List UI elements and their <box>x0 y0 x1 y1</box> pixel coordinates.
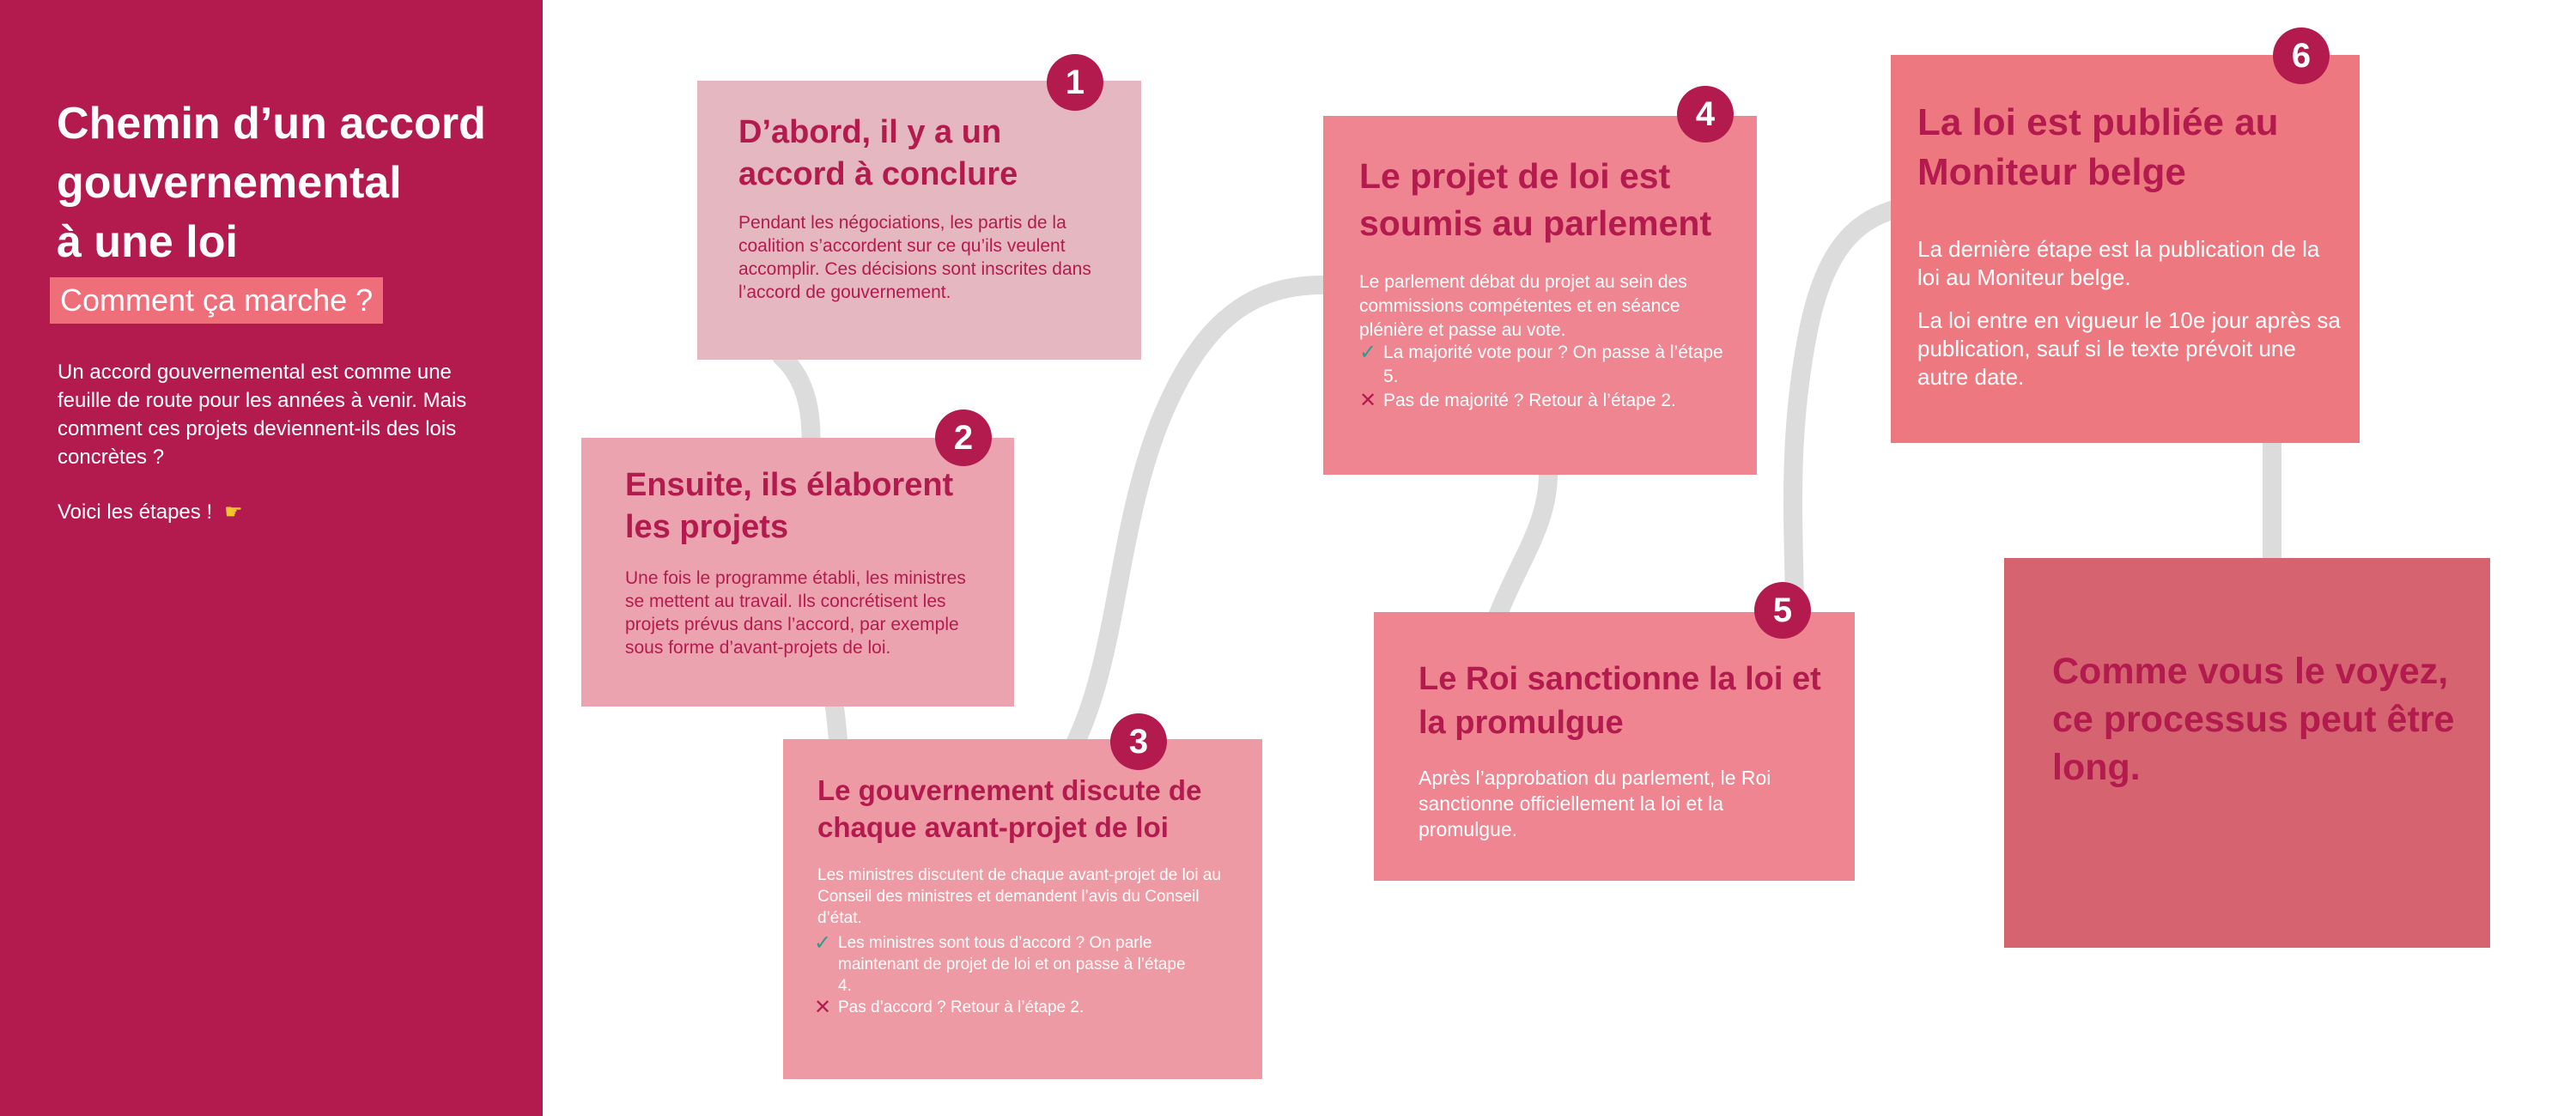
step-description: Les ministres discutent de chaque avant-projet de loi au Conseil des ministres et demandent l’avis du Conseil d’état. <box>817 866 1221 927</box>
step-card-1 <box>697 64 1141 360</box>
step-title: Le projet de loi est soumis au parlement <box>1359 156 1712 243</box>
step-title: Le Roi sanctionne la loi et la promulgue <box>1419 661 1821 741</box>
connector-segment-4-5 <box>1497 468 1548 618</box>
outcome-no <box>814 996 1199 1019</box>
conclusion-text: Comme vous le voyez, ce processus peut être long. <box>2052 651 2455 788</box>
step-number-badge: 1 <box>1047 54 1103 111</box>
step-description: La dernière étape est la publication de la loi au Moniteur belge. <box>1917 236 2320 290</box>
intro-text: Un accord gouvernemental est comme une feuille de route pour les années à venir. Mais comment ces projets deviennent-ils des lois concrètes ? <box>58 361 467 469</box>
step-title: D’abord, il y a un accord à conclure <box>738 114 1018 192</box>
step-description-extra: La loi entre en vigueur le 10e jour après sa publication, sauf si le texte prévoit une autre date. <box>1917 307 2341 390</box>
step-number-badge: 4 <box>1677 86 1734 143</box>
pointing-hand-icon: ☛ <box>224 500 243 524</box>
outcome-no-text: Pas de majorité ? Retour à l’étape 2. <box>1383 391 1676 410</box>
cross-icon: ✕ <box>814 996 832 1019</box>
outcome-yes-text: Les ministres sont tous d’accord ? On parle maintenant de projet de loi et on passe à l’étape 4. <box>838 934 1186 995</box>
step-description: Pendant les négociations, les partis de la coalition s’accordent sur ce qu’ils veulent accomplir. Ces décisions sont inscrites dans l’accord de gouvernement. <box>738 213 1091 302</box>
step-number-badge: 3 <box>1110 713 1167 770</box>
conclusion-card <box>2004 558 2490 948</box>
outcome-yes <box>814 931 1199 997</box>
cross-icon: ✕ <box>1359 389 1377 412</box>
step-outcomes <box>814 931 1199 1019</box>
connector-segment-5-6 <box>1793 209 1898 618</box>
subtitle-badge: Comment ça marche ? <box>50 277 383 324</box>
step-description: Le parlement débat du projet au sein des commissions compétentes et en séance plénière et passe au vote. <box>1359 272 1687 340</box>
step-title: Le gouvernement discute de chaque avant-projet de loi <box>817 774 1202 843</box>
page-title: Chemin d’un accord gouvernemental à une loi <box>57 99 486 267</box>
step-card-2 <box>581 419 1014 707</box>
step-description: Après l’approbation du parlement, le Roi sanctionne officiellement la loi et la promulgue. <box>1419 767 1771 840</box>
outcome-no-text: Pas d’accord ? Retour à l’étape 2. <box>838 998 1084 1016</box>
step-description: Une fois le programme établi, les ministres se mettent au travail. Ils concrétisent les projets prévus dans l’accord, par exemple sous forme d’avant-projets de loi. <box>625 568 966 658</box>
step-number-badge: 2 <box>935 409 992 466</box>
outcome-no <box>1359 389 1727 413</box>
step-number-badge: 6 <box>2273 27 2330 84</box>
outcome-yes <box>1359 341 1727 389</box>
step-title: La loi est publiée au Moniteur belge <box>1917 101 2279 193</box>
outcome-yes-text: La majorité vote pour ? On passe à l’étape 5. <box>1383 343 1723 386</box>
cta-label: Voici les étapes ! <box>58 500 213 524</box>
step-outcomes <box>1359 341 1727 413</box>
check-icon: ✓ <box>814 931 832 955</box>
check-icon: ✓ <box>1359 341 1377 364</box>
step-card-6 <box>1891 37 2360 443</box>
step-card-3 <box>783 723 1262 1079</box>
step-card-4 <box>1323 95 1757 475</box>
step-card-5 <box>1374 591 1855 881</box>
step-title: Ensuite, ils élaborent les projets <box>625 467 954 545</box>
step-number-badge: 5 <box>1754 582 1811 639</box>
